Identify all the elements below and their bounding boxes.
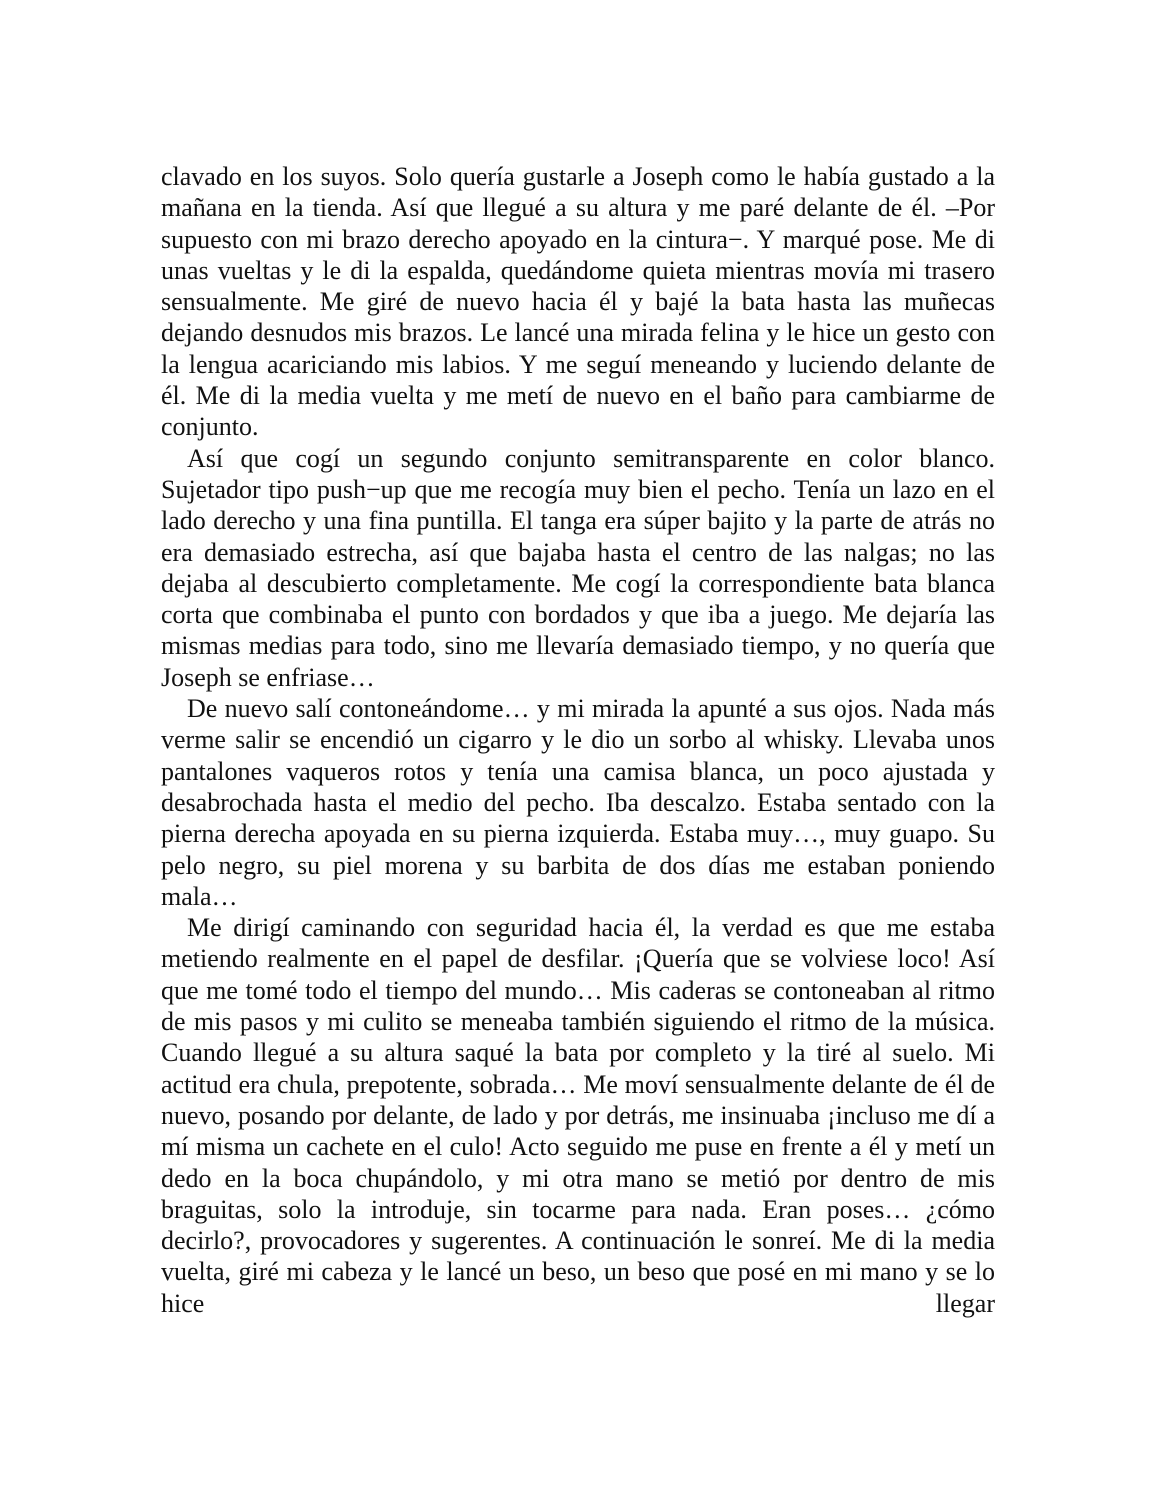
book-page [161, 161, 995, 1319]
paragraph-second-set: Así que cogí un segundo conjunto semitransparente en color blanco. Sujetador tipo push−up que me recogía muy bien el pecho. Tenía un lazo en el lado derecho y una fina puntilla. El tanga era súper bajito y la parte de atrás no era demasiado estrecha, así que bajaba hasta el centro de las nalgas; no las dejaba al descubierto completamente. Me cogí la correspondiente bata blanca corta que combinaba el punto con bordados y que iba a juego. Me dejaría las mismas medias para todo, sino me llevaría demasiado tiempo, y no quería que Joseph se enfriase… [161, 443, 995, 692]
paragraph-continued: clavado en los suyos. Solo quería gustarle a Joseph como le había gustado a la mañana en la tienda. Así que llegué a su altura y me paré delante de él. –Por supuesto con mi brazo derecho apoyado en la cintura−. Y marqué pose. Me di unas vueltas y le di la espalda, quedándome quieta mientras movía mi trasero sensualmente. Me giré de nuevo hacia él y bajé la bata hasta las muñecas dejando desnudos mis brazos. Le lancé una mirada felina y le hice un gesto con la lengua acariciando mis labios. Y me seguí meneando y luciendo delante de él. Me di la media vuelta y me metí de nuevo en el baño para cambiarme de conjunto. [161, 162, 995, 442]
paragraph-joseph-description: De nuevo salí contoneándome… y mi mirada la apunté a sus ojos. Nada más verme salir se encendió un cigarro y le dio un sorbo al whisky. Llevaba unos pantalones vaqueros rotos y tenía una camisa blanca, un poco ajustada y desabrochada hasta el medio del pecho. Iba descalzo. Estaba sentado con la pierna derecha apoyada en su pierna izquierda. Estaba muy…, muy guapo. Su pelo negro, su piel morena y su barbita de dos días me estaban poniendo mala… [161, 694, 995, 911]
paragraph-runway: Me dirigí caminando con seguridad hacia él, la verdad es que me estaba metiendo realmente en el papel de desfilar. ¡Quería que se volviese loco! Así que me tomé todo el tiempo del mundo… Mis caderas se contoneaban al ritmo de mis pasos y mi culito se meneaba también siguiendo el ritmo de la música. Cuando llegué a su altura saqué la bata por completo y la tiré al suelo. Mi actitud era chula, prepotente, sobrada… Me moví sensualmente delante de él de nuevo, posando por delante, de lado y por detrás, me insinuaba ¡incluso me dí a mí misma un cachete en el culo! Acto seguido me puse en frente a él y metí un dedo en la boca chupándolo, y mi otra mano se metió por dentro de mis braguitas, solo la introduje, sin tocarme para nada. Eran poses… ¿cómo decirlo?, provocadores y sugerentes. A continuación le sonreí. Me di la media vuelta, giré mi cabeza y le lancé un beso, un beso que posé en mi mano y se lo hice llegar [161, 913, 995, 1318]
